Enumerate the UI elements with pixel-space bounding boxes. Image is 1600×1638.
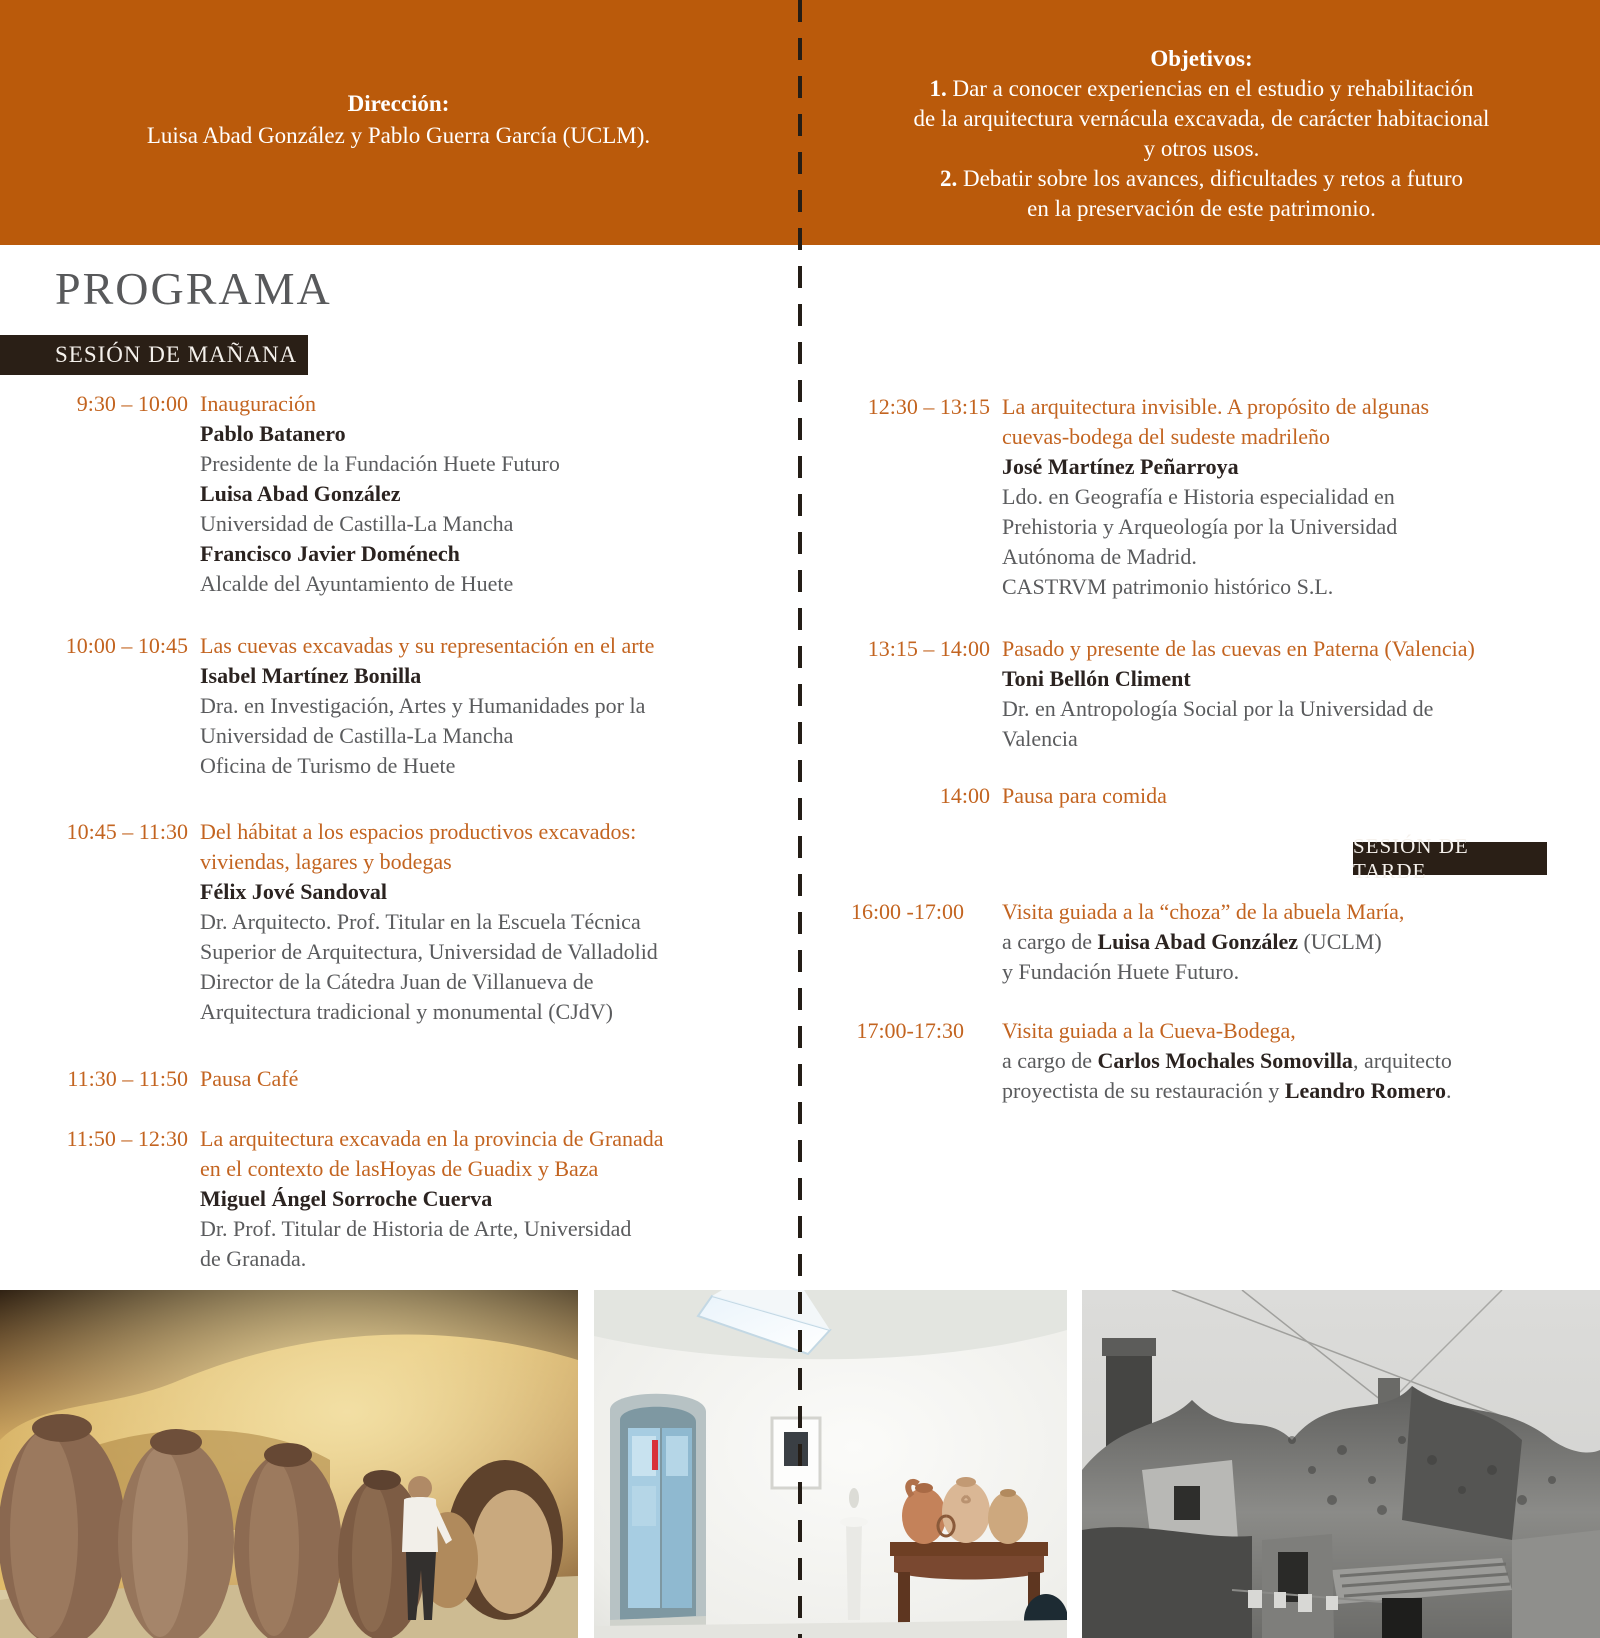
speaker-role-line: Dr. Prof. Titular de Historia de Arte, Universidad: [200, 1216, 632, 1241]
afternoon-session-banner: [1353, 833, 1547, 883]
objective-line: de la arquitectura vernácula excavada, de carácter habitacional: [913, 106, 1490, 131]
direction-label: Dirección:: [347, 91, 450, 116]
speaker-name: Carlos Mochales Somovilla: [1097, 1048, 1353, 1073]
schedule-item: [0, 389, 560, 599]
speaker-role-text: a cargo de: [1002, 1048, 1098, 1073]
photo-cave-bodega-tinajas: [0, 1290, 578, 1638]
schedule-item: [0, 631, 654, 781]
speaker-role-text: (UCLM): [1297, 929, 1382, 954]
time-label: 16:00 -17:00: [850, 899, 964, 924]
morning-session-label: SESIÓN DE MAÑANA: [55, 342, 298, 367]
speaker-role-line: Autónoma de Madrid.: [1002, 544, 1197, 569]
speaker-role-line: Alcalde del Ayuntamiento de Huete: [200, 571, 514, 596]
speaker-role-line: Oficina de Turismo de Huete: [200, 753, 456, 778]
talk-title-line: Visita guiada a la Cueva-Bodega,: [1002, 1018, 1296, 1043]
objective-number: 2.: [939, 166, 958, 191]
item-lines: [200, 1124, 664, 1274]
talk-title-line: Las cuevas excavadas y su representación en el arte: [200, 633, 655, 658]
speaker-role-line: [1002, 927, 1404, 957]
talk-title-line: cuevas-bodega del sudeste madrileño: [1002, 424, 1331, 449]
bw-ruins-illustration: [1082, 1290, 1600, 1638]
fold-dashed-divider: [798, 0, 802, 1638]
speaker-name-line: Miguel Ángel Sorroche Cuerva: [200, 1186, 493, 1211]
speaker-role-line: Presidente de la Fundación Huete Futuro: [200, 451, 560, 476]
speaker-role-line: Valencia: [1002, 726, 1078, 751]
schedule-item: [0, 1124, 664, 1274]
schedule-item: [800, 634, 1475, 754]
cave-tinajas-illustration: [0, 1290, 578, 1638]
item-lines: [200, 817, 658, 1027]
speaker-name-line: Francisco Javier Doménech: [200, 541, 460, 566]
time-label: 17:00-17:30: [856, 1018, 964, 1043]
objective-number: 1.: [929, 76, 947, 101]
item-lines: [1002, 897, 1404, 987]
direction-names: Luisa Abad González y Pablo Guerra García (UCLM).: [146, 123, 651, 148]
talk-title-line: viviendas, lagares y bodegas: [200, 849, 452, 874]
talk-title-line: Visita guiada a la “choza” de la abuela María,: [1002, 899, 1405, 924]
time-label: 10:45 – 11:30: [66, 819, 188, 844]
speaker-role-line: Superior de Arquitectura, Universidad de Valladolid: [200, 939, 658, 964]
speaker-role-line: Arquitectura tradicional y monumental (CJdV): [200, 999, 613, 1024]
speaker-role-text: , arquitecto: [1352, 1048, 1452, 1073]
objective-line: y otros usos.: [1143, 136, 1260, 161]
item-lines: [200, 631, 654, 781]
speaker-role-line: Ldo. en Geografía e Historia especialidad en: [1002, 484, 1395, 509]
schedule-item: [800, 1016, 1452, 1106]
speaker-role-line: Universidad de Castilla-La Mancha: [200, 511, 514, 536]
speaker-name: Leandro Romero: [1284, 1078, 1446, 1103]
talk-title-line: en el contexto de lasHoyas de Guadix y Baza: [200, 1156, 599, 1181]
speaker-name-line: Félix Jové Sandoval: [200, 879, 388, 904]
speaker-name-line: Pablo Batanero: [200, 421, 346, 446]
time-label: 11:30 – 11:50: [67, 1066, 188, 1091]
photo-bw-cave-ruins: [1082, 1290, 1600, 1638]
item-lines: [1002, 634, 1475, 754]
speaker-role-line: Director de la Cátedra Juan de Villanueva de: [200, 969, 594, 994]
photo-white-cave-interior: [594, 1290, 1067, 1638]
item-lines: [1002, 781, 1167, 811]
objective-line: 1. Dar a conocer experiencias en el estudio y rehabilitación: [929, 76, 1474, 101]
speaker-role-text: proyectista de su restauración y: [1002, 1078, 1285, 1103]
schedule-item: [800, 392, 1429, 602]
item-lines: [200, 1064, 298, 1094]
talk-title-line: Pausa para comida: [1002, 783, 1167, 808]
speaker-role-line: Dra. en Investigación, Artes y Humanidades por la: [200, 693, 646, 718]
time-label: 11:50 – 12:30: [66, 1126, 188, 1151]
speaker-role-line: Prehistoria y Arqueología por la Universidad: [1002, 514, 1398, 539]
page-title: PROGRAMA: [55, 263, 332, 314]
talk-title-line: Del hábitat a los espacios productivos excavados:: [200, 819, 637, 844]
speaker-role-line: de Granada.: [200, 1246, 307, 1271]
schedule-item: [0, 1064, 298, 1094]
speaker-name-line: Toni Bellón Climent: [1002, 666, 1191, 691]
afternoon-session-label: SESIÓN DE TARDE: [1353, 833, 1469, 883]
speaker-name-line: José Martínez Peñarroya: [1002, 454, 1239, 479]
schedule-item: [800, 897, 1404, 987]
speaker-role-line: [1002, 1046, 1452, 1076]
speaker-role-line: y Fundación Huete Futuro.: [1002, 959, 1240, 984]
speaker-role-line: [1002, 1076, 1452, 1106]
item-lines: [200, 389, 560, 599]
time-label: 10:00 – 10:45: [65, 633, 188, 658]
schedule-item: [800, 781, 1167, 811]
white-cave-illustration: [594, 1290, 1067, 1638]
talk-title-line: La arquitectura invisible. A propósito de algunas: [1002, 394, 1430, 419]
objectives-lines: [803, 74, 1600, 224]
speaker-role-text: a cargo de: [1002, 929, 1098, 954]
talk-title-line: Pausa Café: [200, 1066, 299, 1091]
time-label: 12:30 – 13:15: [867, 394, 990, 419]
objective-line: 2. Debatir sobre los avances, dificultades y retos a futuro: [939, 166, 1464, 191]
speaker-role-line: Universidad de Castilla-La Mancha: [200, 723, 514, 748]
time-label: 14:00: [939, 783, 990, 808]
speaker-role-line: CASTRVM patrimonio histórico S.L.: [1002, 574, 1334, 599]
item-lines: [1002, 392, 1429, 602]
speaker-role-text: .: [1445, 1078, 1452, 1103]
objective-line: en la preservación de este patrimonio.: [1027, 196, 1376, 221]
speaker-role-line: Dr. Arquitecto. Prof. Titular en la Escuela Técnica: [200, 909, 641, 934]
speaker-role-line: Dr. en Antropología Social por la Universidad de: [1002, 696, 1434, 721]
schedule-item: [0, 817, 658, 1027]
speaker-name-line: Isabel Martínez Bonilla: [200, 663, 422, 688]
speaker-name: Luisa Abad González: [1097, 929, 1298, 954]
speaker-name-line: Luisa Abad González: [200, 481, 401, 506]
direction-block: [0, 88, 797, 152]
time-label: 9:30 – 10:00: [76, 391, 188, 416]
talk-title-line: Inauguración: [200, 391, 317, 416]
talk-title-line: Pasado y presente de las cuevas en Paterna (Valencia): [1002, 636, 1475, 661]
objectives-block: [803, 44, 1600, 224]
item-lines: [1002, 1016, 1452, 1106]
time-label: 13:15 – 14:00: [867, 636, 990, 661]
morning-session-banner: [0, 335, 308, 375]
talk-title-line: La arquitectura excavada en la provincia de Granada: [200, 1126, 664, 1151]
objectives-label: Objetivos:: [1150, 46, 1253, 71]
